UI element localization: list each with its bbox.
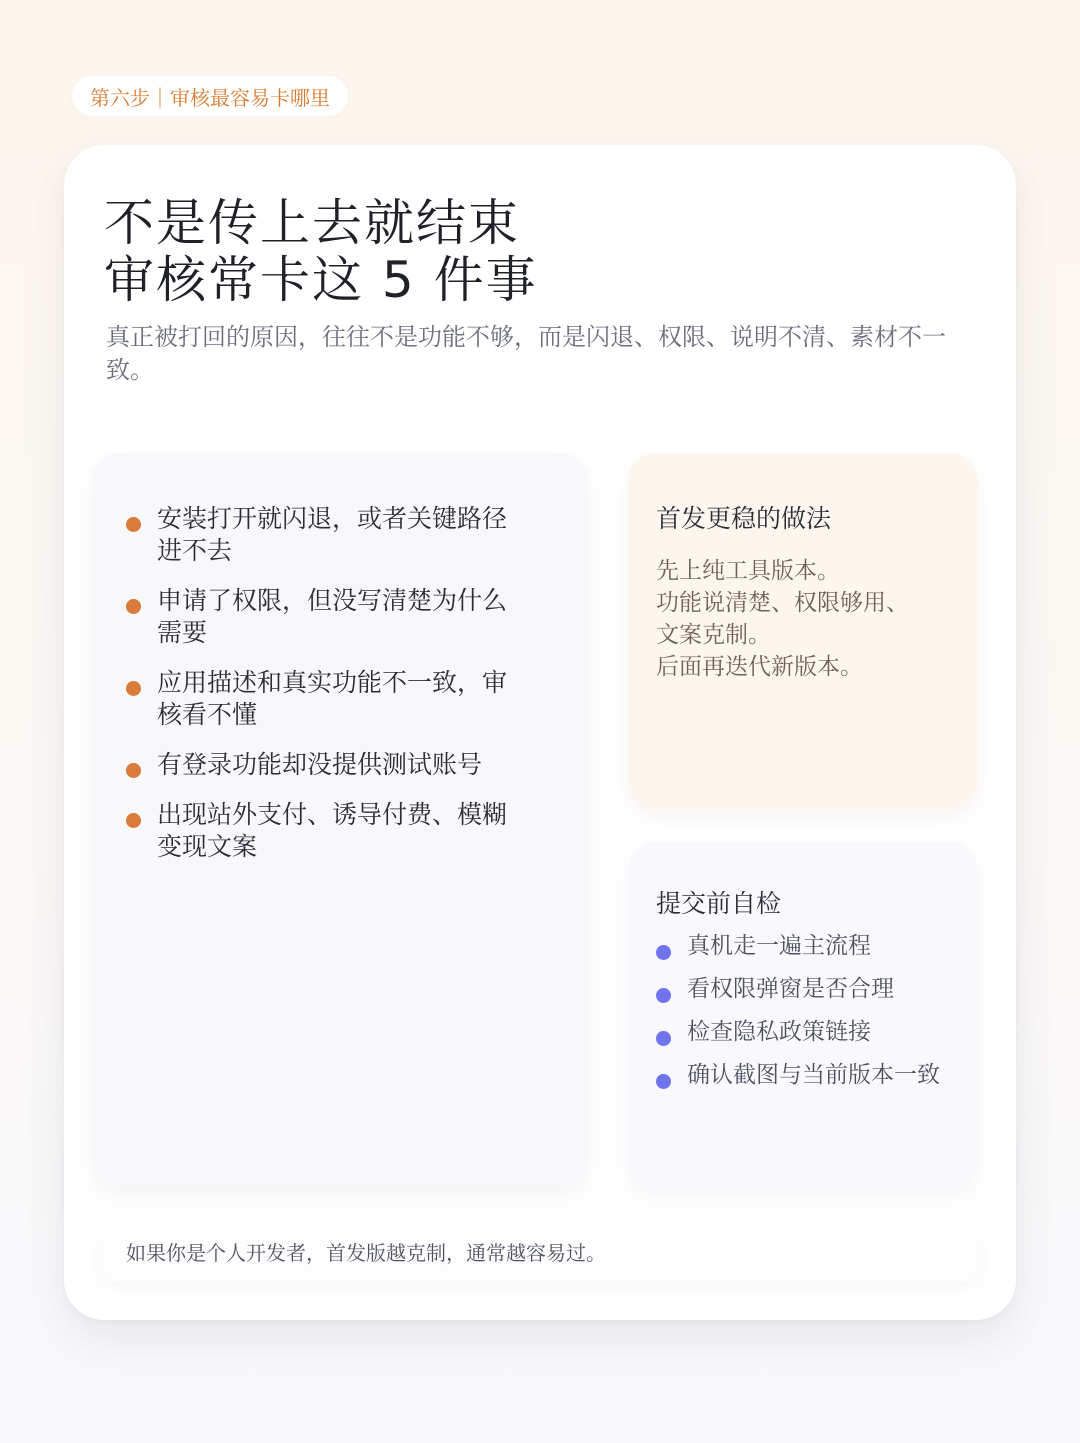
first-release-panel	[628, 453, 978, 808]
bullet-dot-icon	[126, 763, 141, 778]
issue-item	[126, 799, 526, 863]
check-item	[656, 931, 956, 961]
footer-note	[98, 1225, 982, 1281]
check-item	[656, 974, 956, 1004]
bullet-dot-icon	[656, 1074, 671, 1089]
first-release-line: 文案克制。	[656, 622, 771, 648]
issue-text: 申请了权限，但没写清楚为什么需要	[157, 586, 508, 647]
page-title	[104, 195, 538, 309]
first-release-line: 先上纯工具版本。	[656, 558, 840, 584]
bullet-dot-icon	[126, 517, 141, 532]
issues-panel	[92, 453, 588, 1187]
check-item	[656, 1060, 956, 1090]
first-release-title: 首发更稳的做法	[656, 504, 832, 533]
issue-item	[126, 667, 526, 731]
self-check-panel	[628, 842, 978, 1187]
step-tag: 第六步｜审核最容易卡哪里	[72, 76, 348, 116]
check-text: 看权限弹窗是否合理	[687, 976, 894, 1002]
check-text: 检查隐私政策链接	[687, 1019, 871, 1045]
self-check-title: 提交前自检	[656, 889, 782, 918]
bullet-dot-icon	[126, 599, 141, 614]
bullet-dot-icon	[656, 988, 671, 1003]
check-text: 真机走一遍主流程	[687, 933, 871, 959]
issue-list	[126, 503, 526, 881]
page-title-line-2: 审核常卡这 5 件事	[104, 251, 538, 309]
page-subtitle: 真正被打回的原因，往往不是功能不够，而是闪退、权限、说明不清、素材不一致。	[106, 323, 946, 384]
check-item	[656, 1017, 956, 1047]
main-card	[64, 145, 1016, 1320]
issue-text: 有登录功能却没提供测试账号	[157, 750, 483, 779]
issue-text: 出现站外支付、诱导付费、模糊变现文案	[157, 800, 508, 861]
first-release-line: 后面再迭代新版本。	[656, 654, 863, 680]
issue-item	[126, 503, 526, 567]
issue-text: 应用描述和真实功能不一致，审核看不懂	[157, 668, 508, 729]
check-text: 确认截图与当前版本一致	[687, 1062, 940, 1088]
page-title-line-1: 不是传上去就结束	[104, 194, 520, 252]
issue-text: 安装打开就闪退，或者关键路径进不去	[157, 504, 508, 565]
issue-item	[126, 749, 526, 781]
bullet-dot-icon	[656, 1031, 671, 1046]
self-check-list	[656, 931, 956, 1103]
bullet-dot-icon	[126, 813, 141, 828]
first-release-text	[656, 555, 956, 683]
footer-text: 如果你是个人开发者，首发版越克制，通常越容易过。	[126, 1241, 606, 1265]
bullet-dot-icon	[656, 945, 671, 960]
first-release-line: 功能说清楚、权限够用、	[656, 590, 909, 616]
bullet-dot-icon	[126, 681, 141, 696]
issue-item	[126, 585, 526, 649]
